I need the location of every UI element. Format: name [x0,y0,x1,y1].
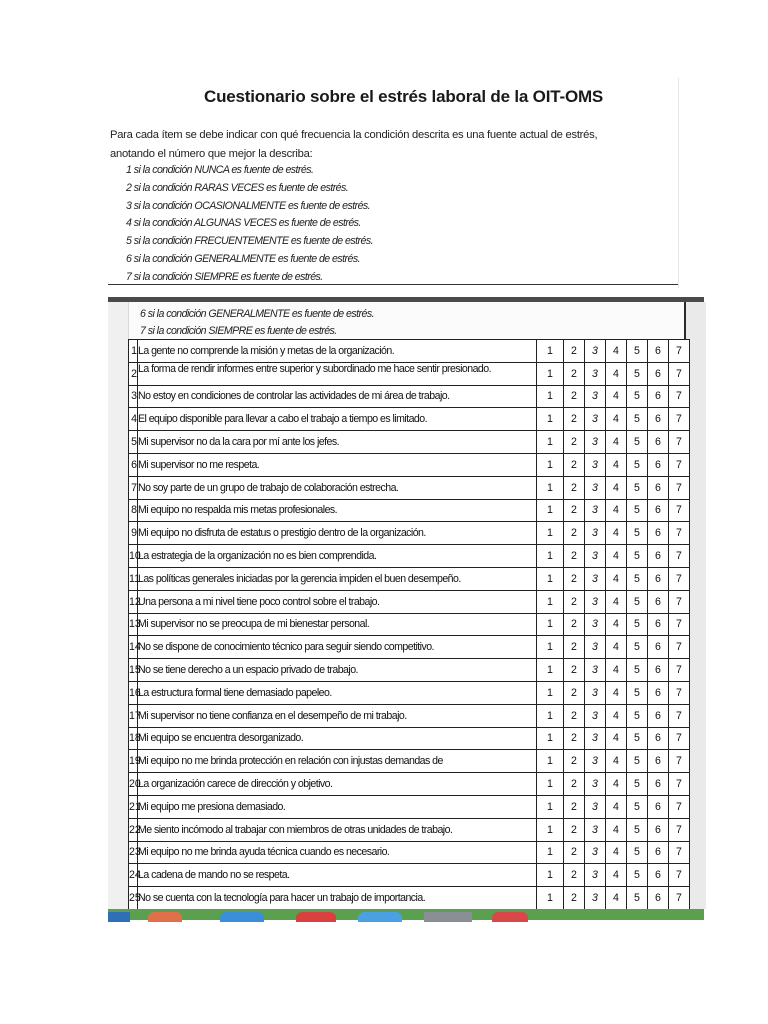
rating-option-2[interactable]: 2 [564,818,585,841]
rating-option-3[interactable]: 3 [585,590,606,613]
item-number: 21 [129,795,138,818]
table-row [129,681,690,704]
taskbar-app-icon[interactable] [358,912,402,922]
rating-option-7[interactable]: 7 [669,545,690,568]
item-statement: Mi supervisor no tiene confianza en el desempeño de mi trabajo. [138,704,537,727]
rating-option-5[interactable]: 5 [627,431,648,454]
table-row [129,818,690,841]
rating-option-3[interactable]: 3 [585,613,606,636]
rating-option-6[interactable]: 6 [648,864,669,887]
item-number: 4 [129,408,138,431]
rating-option-7[interactable]: 7 [669,590,690,613]
item-statement: No soy parte de un grupo de trabajo de colaboración estrecha. [138,476,537,499]
rating-option-4[interactable]: 4 [606,545,627,568]
item-statement: No se dispone de conocimiento técnico para seguir siendo competitivo. [138,636,537,659]
instructions-line: Para cada ítem se debe indicar con qué frecuencia la condición descrita es una fuente actual de estrés, [110,129,598,141]
rating-option-5[interactable]: 5 [627,864,648,887]
rating-option-4[interactable]: 4 [606,681,627,704]
rating-option-1[interactable]: 1 [537,636,564,659]
rating-option-5[interactable]: 5 [627,545,648,568]
rating-option-4[interactable]: 4 [606,818,627,841]
rating-option-2[interactable]: 2 [564,727,585,750]
rating-option-4[interactable]: 4 [606,453,627,476]
rating-option-5[interactable]: 5 [627,841,648,864]
rating-option-1[interactable]: 1 [537,499,564,522]
rating-option-6[interactable]: 6 [648,887,669,910]
rating-option-7[interactable]: 7 [669,453,690,476]
rating-option-3[interactable]: 3 [585,567,606,590]
rating-option-2[interactable]: 2 [564,841,585,864]
rating-option-3[interactable]: 3 [585,499,606,522]
item-statement: La estructura formal tiene demasiado papeleo. [138,681,537,704]
rating-option-2[interactable]: 2 [564,590,585,613]
item-statement: No estoy en condiciones de controlar las actividades de mi área de trabajo. [138,385,537,408]
rating-option-2[interactable]: 2 [564,453,585,476]
rating-option-7[interactable]: 7 [669,887,690,910]
item-number: 19 [129,750,138,773]
item-statement: Mi supervisor no da la cara por mí ante los jefes. [138,431,537,454]
item-statement: Mi supervisor no se preocupa de mi bienestar personal. [138,613,537,636]
table-row [129,453,690,476]
table-row [129,431,690,454]
item-number: 15 [129,659,138,682]
rating-option-5[interactable]: 5 [627,476,648,499]
table-row [129,636,690,659]
rating-option-5[interactable]: 5 [627,681,648,704]
rating-option-5[interactable]: 5 [627,499,648,522]
window-frame-top [108,297,704,302]
table-row [129,340,690,363]
item-number: 22 [129,818,138,841]
rating-option-6[interactable]: 6 [648,841,669,864]
table-row [129,750,690,773]
item-statement: Mi supervisor no me respeta. [138,453,537,476]
rating-option-2[interactable]: 2 [564,567,585,590]
scale-item-7: 7 si la condición SIEMPRE es fuente de estrés. [126,270,323,283]
rating-option-4[interactable]: 4 [606,795,627,818]
rating-option-1[interactable]: 1 [537,887,564,910]
rating-option-5[interactable]: 5 [627,636,648,659]
instructions [110,126,675,164]
rating-option-5[interactable]: 5 [627,613,648,636]
item-statement: La gente no comprende la misión y metas de la organización. [138,340,537,363]
rating-option-3[interactable]: 3 [585,681,606,704]
rating-option-1[interactable]: 1 [537,522,564,545]
rating-option-6[interactable]: 6 [648,340,669,363]
rating-option-5[interactable]: 5 [627,340,648,363]
rating-option-3[interactable]: 3 [585,750,606,773]
rating-option-6[interactable]: 6 [648,431,669,454]
rating-option-6[interactable]: 6 [648,567,669,590]
rating-option-2[interactable]: 2 [564,545,585,568]
rating-option-1[interactable]: 1 [537,431,564,454]
rating-option-3[interactable]: 3 [585,476,606,499]
table-row [129,727,690,750]
rating-option-7[interactable]: 7 [669,385,690,408]
rating-option-1[interactable]: 1 [537,408,564,431]
rating-option-2[interactable]: 2 [564,887,585,910]
rating-option-1[interactable]: 1 [537,362,564,385]
rating-option-4[interactable]: 4 [606,727,627,750]
rating-option-7[interactable]: 7 [669,727,690,750]
item-number: 3 [129,385,138,408]
rating-option-2[interactable]: 2 [564,340,585,363]
rating-option-7[interactable]: 7 [669,408,690,431]
rating-option-2[interactable]: 2 [564,408,585,431]
rating-option-5[interactable]: 5 [627,818,648,841]
item-number: 13 [129,613,138,636]
rating-option-3[interactable]: 3 [585,636,606,659]
rating-option-1[interactable]: 1 [537,545,564,568]
rating-option-7[interactable]: 7 [669,795,690,818]
item-statement: Las políticas generales iniciadas por la gerencia impiden el buen desempeño. [138,567,537,590]
item-statement: La cadena de mando no se respeta. [138,864,537,887]
rating-option-7[interactable]: 7 [669,636,690,659]
rating-option-7[interactable]: 7 [669,841,690,864]
rating-option-7[interactable]: 7 [669,818,690,841]
rating-option-3[interactable]: 3 [585,431,606,454]
rating-option-4[interactable]: 4 [606,659,627,682]
rating-option-6[interactable]: 6 [648,476,669,499]
table-row [129,887,690,910]
rating-option-1[interactable]: 1 [537,659,564,682]
rating-option-3[interactable]: 3 [585,727,606,750]
rating-option-2[interactable]: 2 [564,636,585,659]
rating-option-2[interactable]: 2 [564,773,585,796]
rating-option-4[interactable]: 4 [606,773,627,796]
questionnaire-table [128,339,690,910]
rating-option-3[interactable]: 3 [585,773,606,796]
item-statement: Mi equipo no me brinda ayuda técnica cuando es necesario. [138,841,537,864]
rating-option-7[interactable]: 7 [669,704,690,727]
rating-option-7[interactable]: 7 [669,476,690,499]
rating-option-7[interactable]: 7 [669,864,690,887]
rating-option-6[interactable]: 6 [648,545,669,568]
rating-option-1[interactable]: 1 [537,704,564,727]
instructions-line: anotando el número que mejor la describa: [110,148,313,160]
rating-option-3[interactable]: 3 [585,864,606,887]
divider [108,284,678,285]
rating-option-4[interactable]: 4 [606,567,627,590]
rating-option-1[interactable]: 1 [537,340,564,363]
rating-option-5[interactable]: 5 [627,727,648,750]
rating-option-4[interactable]: 4 [606,704,627,727]
item-statement: Una persona a mi nivel tiene poco control sobre el trabajo. [138,590,537,613]
rating-option-5[interactable]: 5 [627,773,648,796]
item-statement: La organización carece de dirección y objetivo. [138,773,537,796]
rating-option-5[interactable]: 5 [627,362,648,385]
rating-option-4[interactable]: 4 [606,340,627,363]
rating-option-5[interactable]: 5 [627,590,648,613]
table-row [129,795,690,818]
rating-option-5[interactable]: 5 [627,408,648,431]
item-number: 5 [129,431,138,454]
rating-scale-list [126,162,373,287]
rating-option-1[interactable]: 1 [537,453,564,476]
rating-option-5[interactable]: 5 [627,795,648,818]
rating-option-1[interactable]: 1 [537,613,564,636]
rating-option-7[interactable]: 7 [669,567,690,590]
rating-option-5[interactable]: 5 [627,704,648,727]
rating-option-3[interactable]: 3 [585,545,606,568]
rating-option-6[interactable]: 6 [648,453,669,476]
rating-option-2[interactable]: 2 [564,704,585,727]
rating-option-3[interactable]: 3 [585,841,606,864]
rating-option-2[interactable]: 2 [564,476,585,499]
item-statement: Mi equipo no disfruta de estatus o prestigio dentro de la organización. [138,522,537,545]
rating-option-6[interactable]: 6 [648,362,669,385]
taskbar-app-icon[interactable] [492,912,528,922]
rating-option-4[interactable]: 4 [606,476,627,499]
item-number: 23 [129,841,138,864]
rating-option-6[interactable]: 6 [648,818,669,841]
rating-option-2[interactable]: 2 [564,613,585,636]
rating-option-6[interactable]: 6 [648,522,669,545]
rating-option-5[interactable]: 5 [627,567,648,590]
rating-option-1[interactable]: 1 [537,681,564,704]
table-row [129,773,690,796]
rating-option-6[interactable]: 6 [648,499,669,522]
taskbar-app-icon[interactable] [148,912,182,922]
rating-option-6[interactable]: 6 [648,659,669,682]
rating-option-7[interactable]: 7 [669,773,690,796]
taskbar [108,909,704,920]
rating-option-3[interactable]: 3 [585,704,606,727]
rating-option-7[interactable]: 7 [669,431,690,454]
taskbar-app-icon[interactable] [220,912,264,922]
rating-option-1[interactable]: 1 [537,385,564,408]
rating-option-5[interactable]: 5 [627,750,648,773]
rating-option-7[interactable]: 7 [669,750,690,773]
rating-option-6[interactable]: 6 [648,773,669,796]
rating-option-6[interactable]: 6 [648,385,669,408]
spreadsheet-view [108,297,704,909]
rating-option-7[interactable]: 7 [669,499,690,522]
rating-option-7[interactable]: 7 [669,522,690,545]
start-button-icon[interactable] [108,912,130,922]
rating-option-1[interactable]: 1 [537,727,564,750]
item-number: 20 [129,773,138,796]
item-number: 24 [129,864,138,887]
rating-option-2[interactable]: 2 [564,750,585,773]
rating-option-6[interactable]: 6 [648,408,669,431]
rating-option-7[interactable]: 7 [669,659,690,682]
rating-option-4[interactable]: 4 [606,590,627,613]
table-row [129,476,690,499]
scale-item-1: 1 si la condición NUNCA es fuente de estrés. [126,164,314,176]
table-row [129,545,690,568]
rating-option-4[interactable]: 4 [606,385,627,408]
page-title: Cuestionario sobre el estrés laboral de la OIT-OMS [204,87,604,106]
rating-option-4[interactable]: 4 [606,841,627,864]
item-statement: Mi equipo se encuentra desorganizado. [138,727,537,750]
taskbar-app-icon[interactable] [424,912,472,922]
rating-option-1[interactable]: 1 [537,567,564,590]
rating-option-2[interactable]: 2 [564,659,585,682]
rating-option-6[interactable]: 6 [648,750,669,773]
rating-option-4[interactable]: 4 [606,431,627,454]
item-number: 25 [129,887,138,910]
rating-option-7[interactable]: 7 [669,613,690,636]
rating-option-2[interactable]: 2 [564,499,585,522]
rating-option-5[interactable]: 5 [627,522,648,545]
rating-option-4[interactable]: 4 [606,362,627,385]
table-row [129,567,690,590]
rating-option-6[interactable]: 6 [648,795,669,818]
rating-option-2[interactable]: 2 [564,795,585,818]
item-number: 2 [129,362,138,385]
item-number: 10 [129,545,138,568]
scale-item-5: 5 si la condición FRECUENTEMENTE es fuente de estrés. [126,235,373,248]
scale-item-4: 4 si la condición ALGUNAS VECES es fuente de estrés. [126,217,361,230]
table-row [129,704,690,727]
item-statement: Mi equipo no me brinda protección en relación con injustas demandas de [138,750,537,773]
rating-option-3[interactable]: 3 [585,659,606,682]
table-row [129,613,690,636]
rating-option-3[interactable]: 3 [585,385,606,408]
rating-option-6[interactable]: 6 [648,704,669,727]
rating-option-6[interactable]: 6 [648,636,669,659]
rating-option-1[interactable]: 1 [537,795,564,818]
table-row [129,408,690,431]
rating-option-5[interactable]: 5 [627,887,648,910]
item-number: 6 [129,453,138,476]
item-statement: No se cuenta con la tecnología para hacer un trabajo de importancia. [138,887,537,910]
rating-option-6[interactable]: 6 [648,613,669,636]
rating-option-3[interactable]: 3 [585,340,606,363]
item-number: 11 [129,567,138,590]
rating-option-1[interactable]: 1 [537,841,564,864]
item-number: 16 [129,681,138,704]
item-number: 12 [129,590,138,613]
rating-option-2[interactable]: 2 [564,864,585,887]
item-statement: La estrategia de la organización no es bien comprendida. [138,545,537,568]
table-row [129,499,690,522]
rating-option-4[interactable]: 4 [606,636,627,659]
table-row [129,362,690,385]
rating-option-2[interactable]: 2 [564,362,585,385]
rating-option-5[interactable]: 5 [627,453,648,476]
item-statement: Mi equipo me presiona demasiado. [138,795,537,818]
rating-option-6[interactable]: 6 [648,681,669,704]
scale-item-2: 2 si la condición RARAS VECES es fuente de estrés. [126,181,349,194]
rating-option-2[interactable]: 2 [564,522,585,545]
table-row [129,659,690,682]
rating-option-7[interactable]: 7 [669,362,690,385]
item-number: 7 [129,476,138,499]
rating-option-4[interactable]: 4 [606,522,627,545]
table-row [129,841,690,864]
item-statement: Mi equipo no respalda mis metas profesionales. [138,499,537,522]
rating-option-3[interactable]: 3 [585,818,606,841]
rating-option-3[interactable]: 3 [585,408,606,431]
item-number: 17 [129,704,138,727]
table-row [129,385,690,408]
rating-option-4[interactable]: 4 [606,864,627,887]
rating-option-2[interactable]: 2 [564,385,585,408]
table-row [129,522,690,545]
item-statement: Me siento incómodo al trabajar con miembros de otras unidades de trabajo. [138,818,537,841]
rating-option-6[interactable]: 6 [648,727,669,750]
rating-option-3[interactable]: 3 [585,362,606,385]
rating-option-2[interactable]: 2 [564,431,585,454]
rating-option-4[interactable]: 4 [606,613,627,636]
scale-item-6: 6 si la condición GENERALMENTE es fuente de estrés. [140,308,374,320]
item-number: 1 [129,340,138,363]
item-number: 9 [129,522,138,545]
item-number: 8 [129,499,138,522]
rating-option-1[interactable]: 1 [537,590,564,613]
rating-option-3[interactable]: 3 [585,795,606,818]
item-number: 18 [129,727,138,750]
rating-option-3[interactable]: 3 [585,453,606,476]
item-statement: El equipo disponible para llevar a cabo el trabajo a tiempo es limitado. [138,408,537,431]
table-row [129,590,690,613]
rating-option-4[interactable]: 4 [606,408,627,431]
rating-option-1[interactable]: 1 [537,818,564,841]
questionnaire-header [108,78,679,288]
window-frame-left [108,302,129,909]
item-statement: La forma de rendir informes entre superior y subordinado me hace sentir presionado. [138,362,537,385]
rating-option-4[interactable]: 4 [606,499,627,522]
rating-scale-partial [140,306,374,340]
rating-option-5[interactable]: 5 [627,659,648,682]
scale-item-6: 6 si la condición GENERALMENTE es fuente de estrés. [126,252,360,265]
rating-option-3[interactable]: 3 [585,522,606,545]
taskbar-app-icon[interactable] [296,912,336,922]
rating-option-7[interactable]: 7 [669,340,690,363]
rating-option-7[interactable]: 7 [669,681,690,704]
rating-option-4[interactable]: 4 [606,750,627,773]
rating-option-1[interactable]: 1 [537,773,564,796]
table-row [129,864,690,887]
rating-option-2[interactable]: 2 [564,681,585,704]
rating-option-3[interactable]: 3 [585,887,606,910]
rating-option-1[interactable]: 1 [537,750,564,773]
item-number: 14 [129,636,138,659]
scale-item-7: 7 si la condición SIEMPRE es fuente de estrés. [140,325,337,337]
scale-item-3: 3 si la condición OCASIONALMENTE es fuente de estrés. [126,199,371,212]
rating-option-5[interactable]: 5 [627,385,648,408]
rating-option-6[interactable]: 6 [648,590,669,613]
rating-option-1[interactable]: 1 [537,864,564,887]
rating-option-4[interactable]: 4 [606,887,627,910]
rating-option-1[interactable]: 1 [537,476,564,499]
item-statement: No se tiene derecho a un espacio privado de trabajo. [138,659,537,682]
